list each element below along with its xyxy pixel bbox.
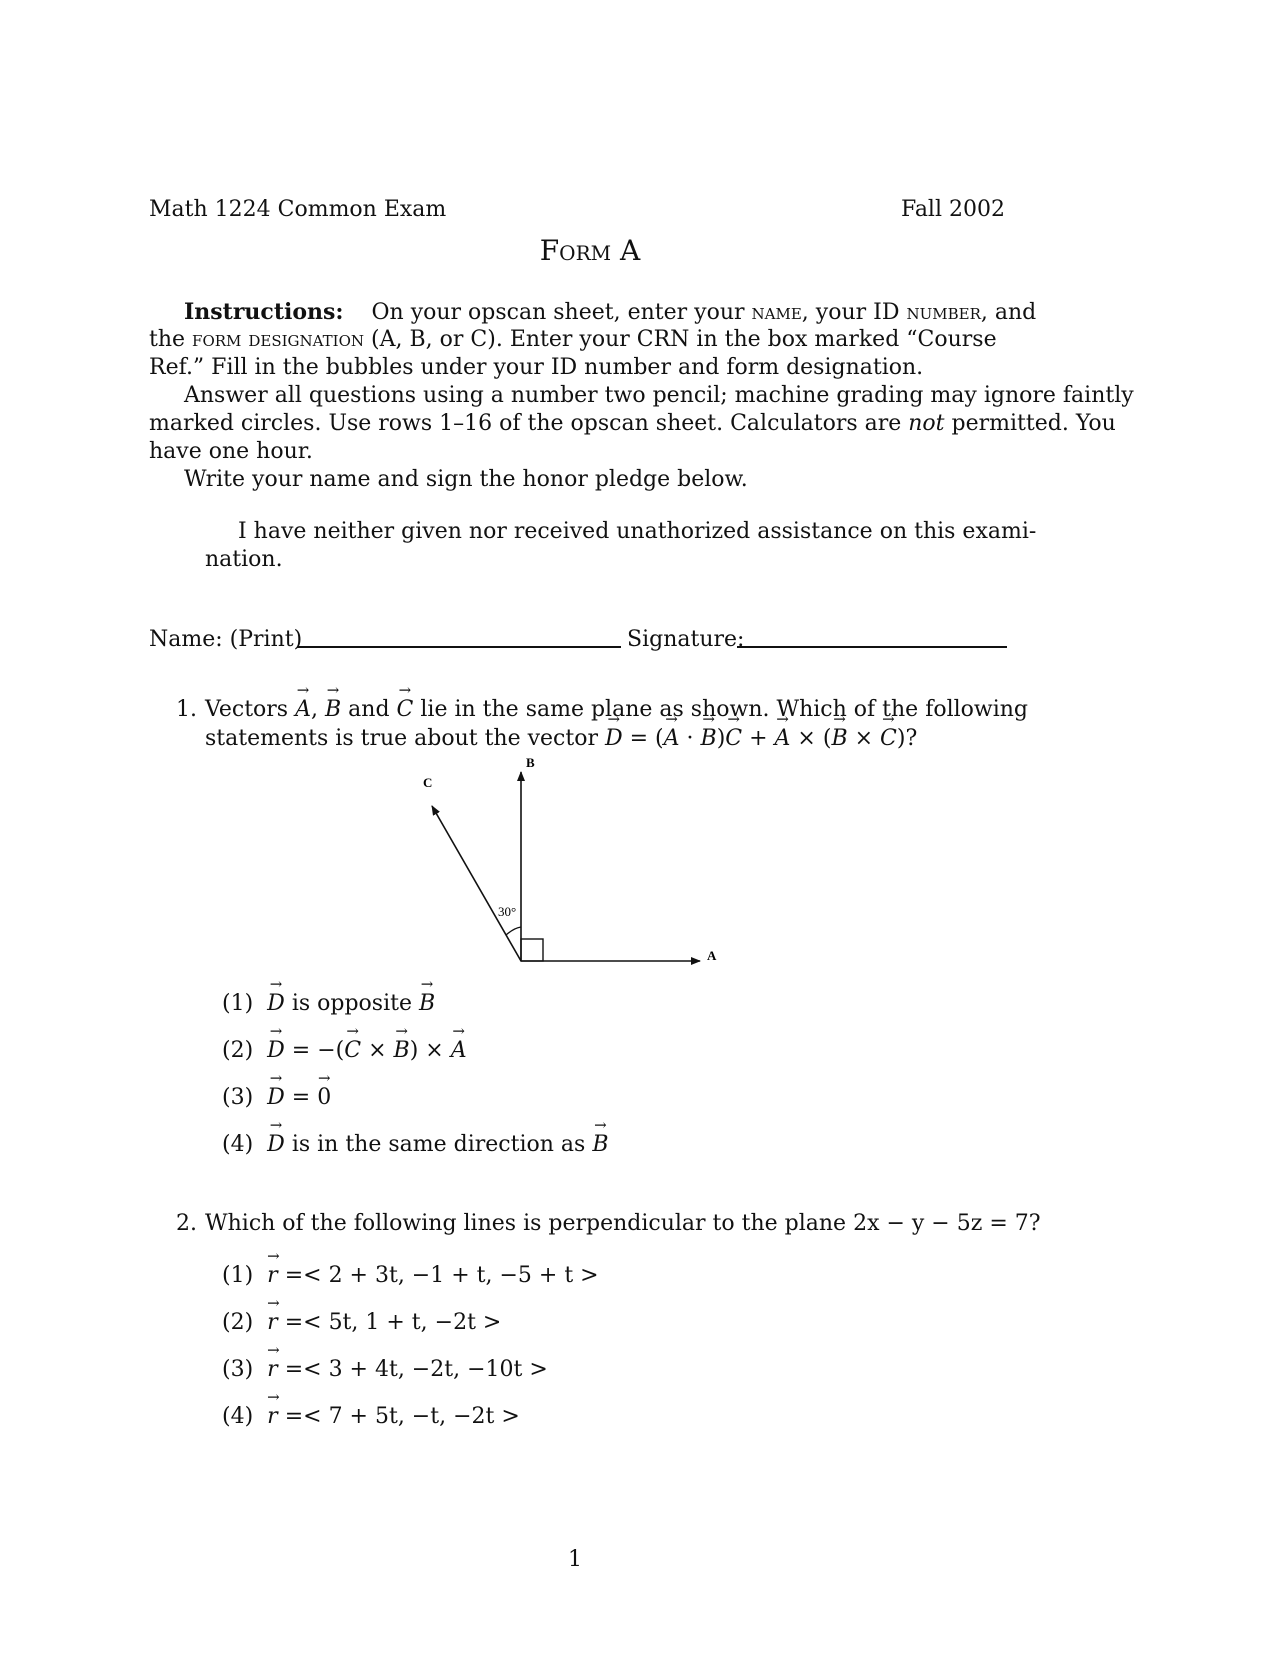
q1-option-2[interactable]: (2) → D = −(→ C × → B) × → A — [222, 1037, 467, 1065]
q1-option-1[interactable] — [222, 990, 435, 1018]
label-b: B — [526, 755, 535, 770]
text: , and — [980, 300, 1037, 325]
option-expression: =< 3 + 4t, −2t, −10t > — [284, 1357, 548, 1382]
q1-text-line-1: Vectors → A, → B and → C lie in the same plane as shown. Which of the following — [205, 696, 1028, 724]
option-number: (1) — [222, 991, 254, 1016]
angle-label: 30° — [498, 904, 517, 919]
q2-option-3[interactable] — [222, 1356, 548, 1384]
instructions-p2-line-1: Answer all questions using a number two pencil; machine grading may ignore faintly — [184, 383, 1134, 408]
text: is opposite — [291, 991, 412, 1016]
vector-c: → C — [725, 725, 742, 753]
angle-arc — [506, 927, 521, 935]
form-designation-word: form designation — [192, 327, 365, 352]
vector-b: → B — [394, 1037, 410, 1065]
vector-b: → B — [325, 696, 341, 724]
number-word: number — [906, 300, 981, 325]
zero-vector: → 0 — [317, 1084, 331, 1112]
instructions-p3: Write your name and sign the honor pledge below. — [184, 467, 748, 492]
instructions-line-2 — [149, 326, 997, 354]
text: Vectors — [205, 697, 289, 722]
name-input-line[interactable] — [297, 646, 621, 648]
text: the — [149, 327, 186, 352]
vector-a: → A — [451, 1037, 467, 1065]
course-title: Math 1224 Common Exam — [149, 197, 447, 222]
vector-r: → r — [267, 1356, 278, 1384]
vector-diagram — [400, 750, 740, 970]
vector-c: → C — [397, 696, 414, 724]
signature-input-line[interactable] — [737, 646, 1007, 648]
vector-d: → D — [267, 1131, 285, 1159]
option-number: (2) — [222, 1038, 254, 1063]
q1-text-line-2: statements is true about the vector → D = (→ A · → B)→ C + → A × (→ B × → C)? — [205, 725, 917, 753]
vector-c: → C — [344, 1037, 361, 1065]
text: On your opscan sheet, enter your — [371, 300, 745, 325]
q1-number: 1. — [176, 697, 197, 722]
vector-b: → B — [831, 725, 847, 753]
vector-d: → D — [267, 1037, 285, 1065]
vector-r: → r — [267, 1262, 278, 1290]
instructions-label: Instructions: — [184, 299, 344, 325]
label-c: C — [423, 775, 433, 790]
name-label: Name: (Print) — [149, 627, 303, 652]
text: is in the same direction as — [291, 1132, 586, 1157]
instructions-line-1 — [184, 298, 1036, 327]
q1-option-4[interactable] — [222, 1131, 608, 1159]
option-number: (4) — [222, 1132, 254, 1157]
vector-a: → A — [775, 725, 791, 753]
vector-c: → C — [880, 725, 897, 753]
pledge-line-1: I have neither given nor received unathorized assistance on this exami- — [238, 519, 1037, 544]
option-expression: =< 2 + 3t, −1 + t, −5 + t > — [284, 1263, 599, 1288]
text: (A, B, or C). Enter your CRN in the box marked “Course — [371, 327, 997, 352]
instructions-line-3: Ref.” Fill in the bubbles under your ID number and form designation. — [149, 355, 924, 380]
text: lie in the same plane as shown. Which of the following — [420, 697, 1029, 722]
vector-b: → B — [701, 725, 717, 753]
q2-text: Which of the following lines is perpendicular to the plane 2x − y − 5z = 7? — [205, 1211, 1041, 1236]
instructions-p2-line-3: have one hour. — [149, 439, 313, 464]
term: Fall 2002 — [901, 197, 1005, 222]
option-number: (4) — [222, 1404, 254, 1429]
option-number: (2) — [222, 1310, 254, 1335]
label-a: A — [707, 948, 717, 963]
pledge-line-2: nation. — [205, 547, 283, 572]
option-number: (1) — [222, 1263, 254, 1288]
q1-option-3[interactable]: (3) → D = → 0 — [222, 1084, 331, 1112]
q2-option-2[interactable] — [222, 1309, 501, 1337]
name-word: name — [751, 300, 802, 325]
option-expression: =< 5t, 1 + t, −2t > — [284, 1310, 502, 1335]
option-number: (3) — [222, 1357, 254, 1382]
vector-r: → r — [267, 1309, 278, 1337]
vector-r: → r — [267, 1403, 278, 1431]
vector-a: → A — [664, 725, 680, 753]
signature-label: Signature: — [627, 627, 745, 652]
q2-option-1[interactable] — [222, 1262, 599, 1290]
vector-a: → A — [295, 696, 311, 724]
text: , your ID — [801, 300, 900, 325]
text: statements is true about the vector — [205, 726, 598, 751]
text: and — [348, 697, 390, 722]
vector-b: → B — [592, 1131, 608, 1159]
vector-d: → D — [605, 725, 623, 753]
right-angle-marker — [521, 939, 543, 961]
form-title: Form A — [539, 234, 641, 267]
text: permitted. You — [951, 411, 1116, 436]
vector-d: → D — [267, 990, 285, 1018]
instructions-p2-line-2 — [149, 410, 1116, 438]
vector-c-arrow — [432, 806, 521, 961]
page-number: 1 — [568, 1547, 582, 1572]
option-expression: =< 7 + 5t, −t, −2t > — [284, 1404, 520, 1429]
vector-b: → B — [419, 990, 435, 1018]
vector-d: → D — [267, 1084, 285, 1112]
q2-number: 2. — [176, 1211, 197, 1236]
option-number: (3) — [222, 1085, 254, 1110]
text: marked circles. Use rows 1–16 of the opscan sheet. Calculators are — [149, 411, 902, 436]
q2-option-4[interactable] — [222, 1403, 520, 1431]
not-word: not — [908, 411, 945, 436]
